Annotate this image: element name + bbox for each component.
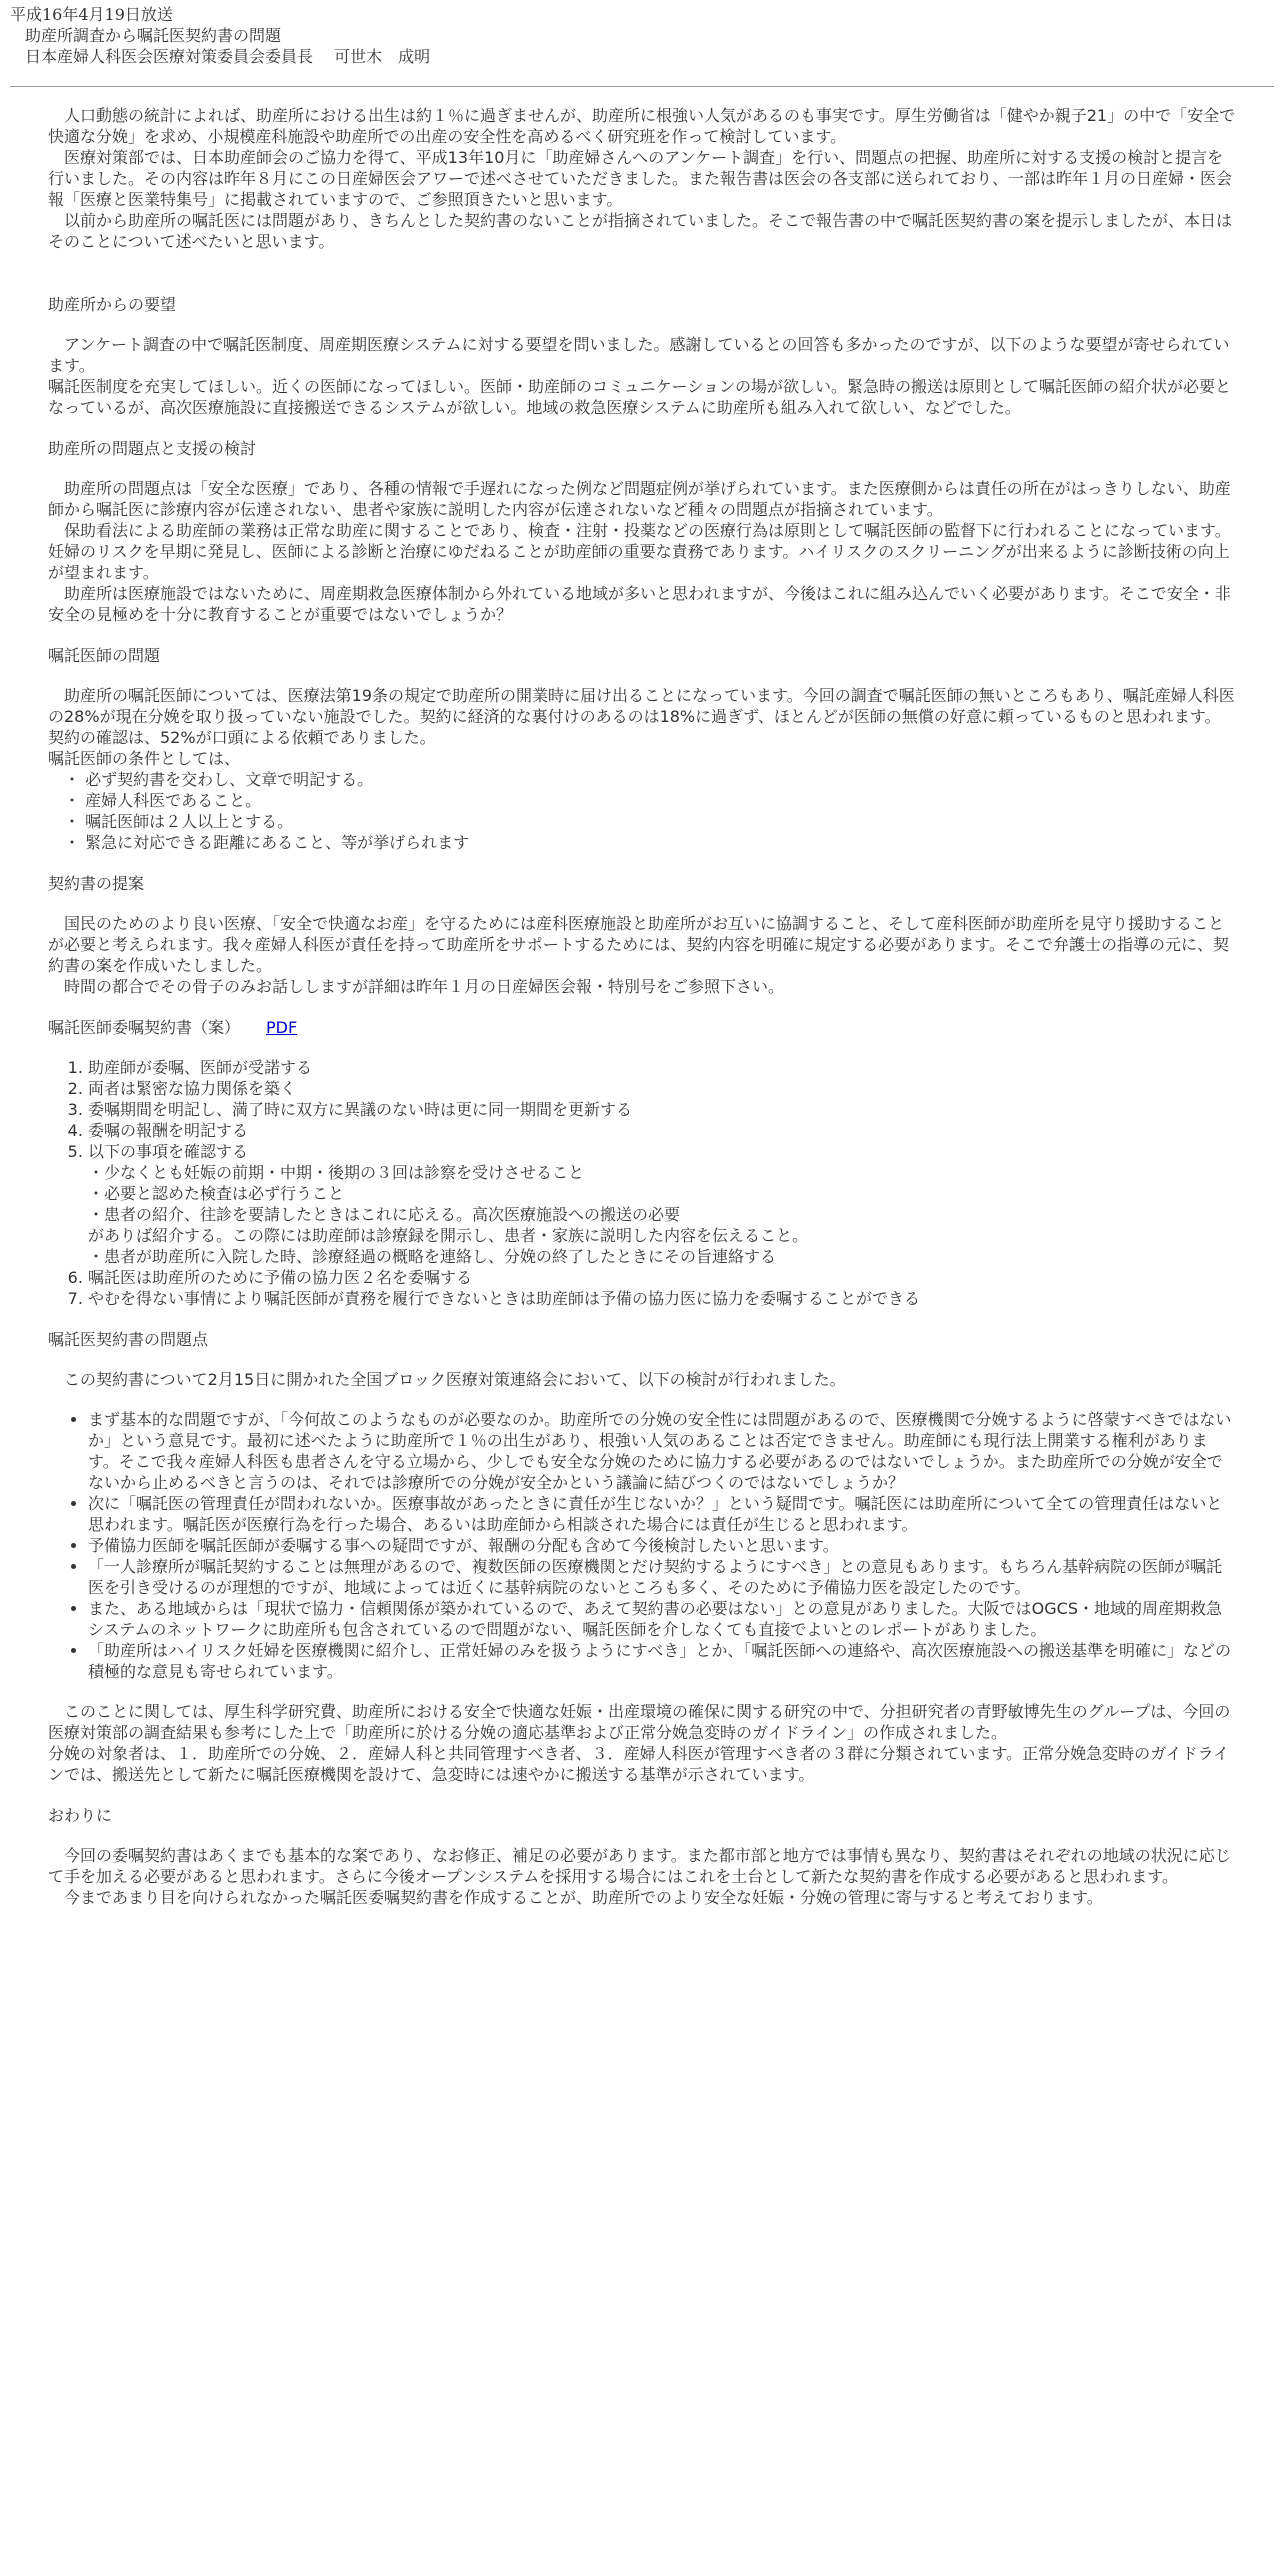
list-item: • 予備協力医師を嘱託医師が委嘱する事への疑問ですが、報酬の分配も含めて今後検討したいと思います。: [88, 1535, 1236, 1556]
list-item: ・ 緊急に対応できる距離にあること、等が挙げられます: [64, 832, 1236, 853]
page-header: [0, 0, 1284, 80]
contract-issues-closing: このことに関しては、厚生科学研究費、助産所における安全で快適な妊娠・出産環境の確保に関する研究の中で、分担研究者の青野敏博先生のグループは、今回の医療対策部の調査結果も参考にした上で「助産所に於ける分娩の適応基準および正常分娩急変時のガイドライン」の作成されました。: [48, 1702, 1231, 1742]
proposal-section: [48, 873, 1236, 997]
problems-paragraph: 助産所は医療施設ではないために、周産期救急医療体制から外れている地域が多いと思われますが、今後はこれに組み込んでいく必要があります。そこで安全・非安全の見極めを十分に教育することが重要ではないでしょうか？: [48, 584, 1231, 624]
contract-issues-closing: 分娩の対象者は、１．助産所での分娩、２．産婦人科と共同管理すべき者、３．産婦人科医が管理すべき者の３群に分類されています。正常分娩急変時のガイドラインでは、搬送先として新たに嘱託医療機関を設けて、急変時には速やかに搬送する基準が示されています。: [48, 1744, 1230, 1784]
list-item: • 「一人診療所が嘱託契約することは無理があるので、複数医師の医療機関とだけ契約するようにすべき」との意見もあります。もちろん基幹病院の医師が嘱託医を引き受けるのが理想的ですが、地域によっては近くに基幹病院のないところも多く、そのために予備協力医を設定したのです。: [88, 1556, 1236, 1598]
list-item: 4. 委嘱の報酬を明記する: [88, 1120, 1236, 1141]
intro-paragraph: 以前から助産所の嘱託医には問題があり、きちんとした契約書のないことが指摘されていました。そこで報告書の中で嘱託医契約書の案を提示しましたが、本日はそのことについて述べたいと思います。: [48, 211, 1233, 251]
intro-section: [48, 105, 1236, 252]
section-heading-requests: 助産所からの要望: [48, 295, 177, 314]
problems-section: [48, 438, 1236, 625]
list-item: 2. 両者は緊密な協力関係を築く: [88, 1078, 1236, 1099]
list-item: • 「助産所はハイリスク妊婦を医療機関に紹介し、正常妊婦のみを扱うようにすべき」とか、「嘱託医師への連絡や、高次医療施設への搬送基準を明確に」などの積極的な意見も寄せられています。: [88, 1640, 1236, 1682]
page-title: 助産所調査から嘱託医契約書の問題: [25, 26, 282, 45]
problems-paragraph: 保助看法による助産師の業務は正常な助産に関することであり、検査・注射・投薬などの医療行為は原則として嘱託医師の監督下に行われることになっています。妊婦のリスクを早期に発見し、医師による診断と治療にゆだねることが助産師の重要な責務であります。ハイリスクのスクリーニングが出来るように診断技術の向上が望まれます。: [48, 521, 1231, 582]
problems-paragraph: 助産所の問題点は「安全な医療」であり、各種の情報で手遅れになった例など問題症例が挙げられています。また医療側からは責任の所在がはっきりしない、助産師から嘱託医に診療内容が伝達されない、患者や家族に説明した内容が伝達されないなど種々の問題点が指摘されています。: [48, 479, 1231, 519]
broadcast-date: 平成16年4月19日放送: [10, 5, 173, 24]
list-item-text: 以下の事項を確認する: [88, 1142, 249, 1161]
contract-issues-intro: この契約書について2月15日に開かれた全国ブロック医療対策連絡会において、以下の検討が行われました。: [64, 1370, 846, 1389]
article-body: [48, 87, 1236, 1908]
intro-paragraph: 人口動態の統計によれば、助産所における出生は約１％に過ぎませんが、助産所に根強い人気があるのも事実です。厚生労働省は「健やか親子21」の中で「安全で快適な分娩」を求め、小規模産科施設や助産所での出産の安全性を高めるべく研究班を作って検討しています。: [48, 106, 1236, 146]
conclusion-paragraph: 今回の委嘱契約書はあくまでも基本的な案であり、なお修正、補足の必要があります。また都市部と地方では事情も異なり、契約書はそれぞれの地域の状況に応じて手を加える必要があると思われます。さらに今後オープンシステムを採用する場合にはこれを土台として新たな契約書を作成する必要があると思われます。: [48, 1846, 1231, 1886]
list-item: • また、ある地域からは「現状で協力・信頼関係が築かれているので、あえて契約書の必要はない」との意見がありました。大阪ではOGCS・地域的周産期救急システムのネットワークに助産所も包含されているので問題がない、嘱託医師を介しなくても直接でよいとのレポートがありました。: [88, 1598, 1236, 1640]
list-item: 6. 嘱託医は助産所のために予備の協力医２名を委嘱する: [88, 1267, 1236, 1288]
doctor-section: [48, 645, 1236, 853]
conditions-list: [48, 769, 1236, 853]
section-heading-conclusion: おわりに: [48, 1806, 113, 1825]
contract-items: [48, 1057, 1236, 1309]
section-heading-doctor: 嘱託医師の問題: [48, 646, 161, 665]
sub-list-item: ・患者が助産所に入院した時、診療経過の概略を連絡し、分娩の終了したときにその旨連絡する: [88, 1247, 777, 1266]
contract-issues-section: [48, 1329, 1236, 1785]
contract-section: [48, 1017, 1236, 1309]
pdf-download-link[interactable]: PDF: [266, 1018, 298, 1037]
list-item: ・ 必ず契約書を交わし、文章で明記する。: [64, 769, 1236, 790]
contract-sub-items: [88, 1162, 1236, 1267]
list-item: ・ 産婦人科医であること。: [64, 790, 1236, 811]
section-heading-contract: [48, 1017, 1236, 1038]
doctor-paragraph: 助産所の嘱託医師については、医療法第19条の規定で助産所の開業時に届け出ることになっています。今回の調査で嘱託医師の無いところもあり、嘱託産婦人科医の28%が現在分娩を取り扱っていない施設でした。契約に経済的な裏付けのあるのは18%に過ぎず、ほとんどが医師の無償の好意に頼っているものと思われます。契約の確認は、52%が口頭による依頼でありました。: [48, 686, 1235, 747]
list-item: 3. 委嘱期間を明記し、満了時に双方に異議のない時は更に同一期間を更新する: [88, 1099, 1236, 1120]
section-heading-contract-issues: 嘱託医契約書の問題点: [48, 1330, 209, 1349]
requests-section: [48, 294, 1236, 418]
intro-paragraph: 医療対策部では、日本助産師会のご協力を得て、平成13年10月に「助産婦さんへのアンケート調査」を行い、問題点の把握、助産所に対する支援の検討と提言を行いました。その内容は昨年８月にこの日産婦医会アワーで述べさせていただきました。また報告書は医会の各支部に送られており、一部は昨年１月の日産婦・医会報「医療と医業特集号」に掲載されていますので、ご参照頂きたいと思います。: [48, 148, 1233, 209]
conditions-label: 嘱託医師の条件としては、: [48, 749, 241, 768]
conclusion-section: [48, 1805, 1236, 1908]
section-heading-problems: 助産所の問題点と支援の検討: [48, 439, 257, 458]
contract-issues-list: [48, 1409, 1236, 1682]
proposal-paragraph: 国民のためのより良い医療、「安全で快適なお産」を守るためには産科医療施設と助産所がお互いに協調すること、そして産科医師が助産所を見守り援助することが必要と考えられます。我々産婦人科医が責任を持って助産所をサポートするためには、契約内容を明確に規定する必要があります。そこで弁護士の指導の元に、契約書の案を作成いたしました。: [48, 914, 1229, 975]
list-item: 7. やむを得ない事情により嘱託医師が責務を履行できないときは助産師は予備の協力医に協力を委嘱することができる: [88, 1288, 1236, 1309]
list-item: • まず基本的な問題ですが、「今何故このようなものが必要なのか。助産所での分娩の安全性には問題があるので、医療機関で分娩するように啓蒙すべきではないか」という意見です。最初に述べたように助産所で１％の出生があり、根強い人気のあることは否定できません。助産師にも現行法上開業する権利があります。そこで我々産婦人科医も患者さんを守る立場から、少しでも安全な分娩のために協力する必要があるのではないでしょうか。また助産所での分娩が安全でないから止めるべきと言うのは、それでは診療所での分娩が安全かという議論に結びつくのではないでしょうか？: [88, 1409, 1236, 1493]
proposal-paragraph: 時間の都合でその骨子のみお話ししますが詳細は昨年１月の日産婦医会報・特別号をご参照下さい。: [64, 977, 785, 996]
list-item: • 次に「嘱託医の管理責任が問われないか。医療事故があったときに責任が生じないか？」という疑問です。嘱託医には助産所について全ての管理責任はないと思われます。嘱託医が医療行為を行った場合、あるいは助産師から相談された場合には責任が生じると思われます。: [88, 1493, 1236, 1535]
list-item: ・ 嘱託医師は２人以上とする。: [64, 811, 1236, 832]
speaker-line: 日本産婦人科医会医療対策委員会委員長 可世木 成明: [25, 47, 431, 66]
requests-paragraph: アンケート調査の中で嘱託医制度、周産期医療システムに対する要望を問いました。感謝しているとの回答も多かったのですが、以下のような要望が寄せられています。: [48, 335, 1230, 375]
contract-heading-text: 嘱託医師委嘱契約書（案）: [48, 1018, 241, 1037]
sub-list-item: ・少なくとも妊娠の前期・中期・後期の３回は診察を受けさせること: [88, 1163, 585, 1182]
section-heading-proposal: 契約書の提案: [48, 874, 145, 893]
conclusion-paragraph: 今まであまり目を向けられなかった嘱託医委嘱契約書を作成することが、助産所でのより安全な妊娠・分娩の管理に寄与すると考えております。: [64, 1888, 1103, 1907]
list-item: [88, 1141, 1236, 1267]
requests-paragraph: 嘱託医制度を充実してほしい。近くの医師になってほしい。医師・助産師のコミュニケーションの場が欲しい。緊急時の搬送は原則として嘱託医師の紹介状が必要となっているが、高次医療施設に直接搬送できるシステムが欲しい。地域の救急医療システムに助産所も組み入れて欲しい、などでした。: [48, 377, 1232, 417]
sub-list-item: ・必要と認めた検査は必ず行うこと: [88, 1184, 345, 1203]
sub-list-item: ・患者の紹介、往診を要請したときはこれに応える。高次医療施設への搬送の必要: [88, 1205, 681, 1224]
sub-list-item: がありば紹介する。この際には助産師は診療録を開示し、患者・家族に説明した内容を伝えること。: [88, 1226, 809, 1245]
list-item: 1. 助産師が委嘱、医師が受諾する: [88, 1057, 1236, 1078]
